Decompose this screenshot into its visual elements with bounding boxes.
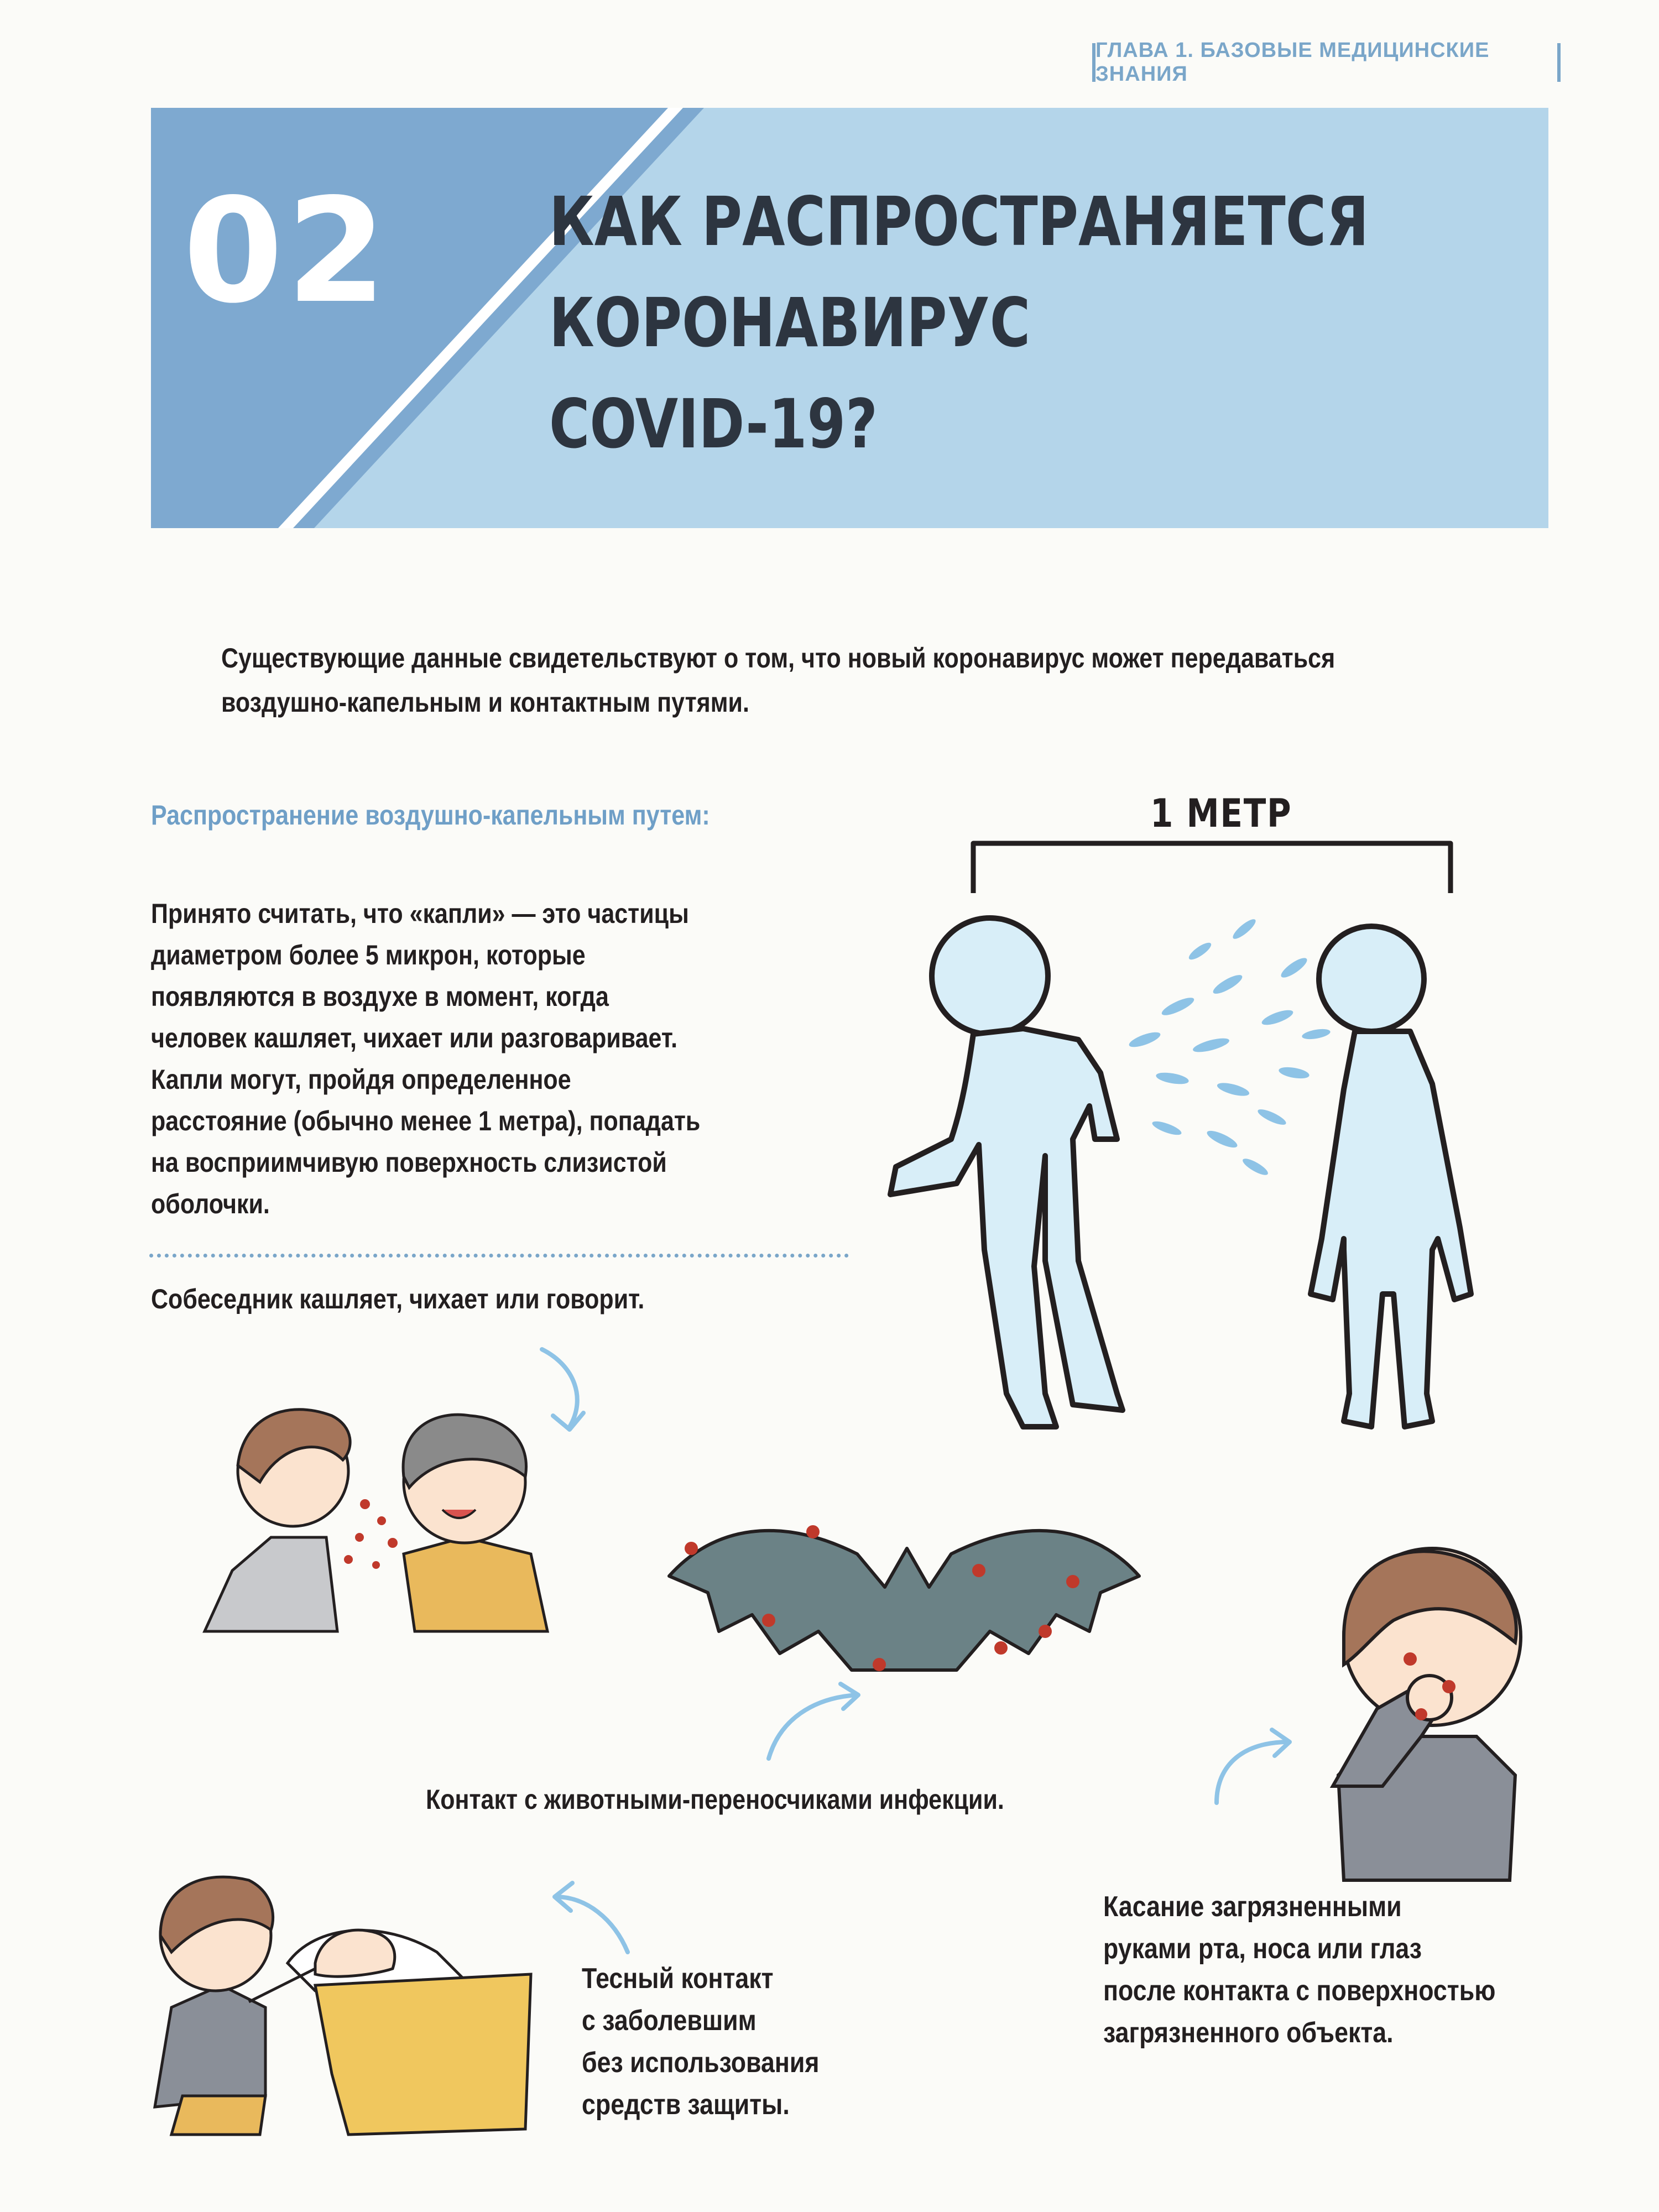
- touch-line-3: после контакта с поверхностью: [1103, 1975, 1496, 2007]
- page-title: [549, 171, 1489, 475]
- airborne-line-4: человек кашляет, чихает или разговаривает.: [151, 1022, 678, 1053]
- close-line-1: Тесный контакт: [582, 1963, 774, 1995]
- airborne-description: [151, 893, 817, 1225]
- boy-touching-face-illustration: [1311, 1526, 1532, 1886]
- dotted-divider: [149, 1254, 849, 1258]
- intro-line-2: воздушно-капельным и контактным путями.: [221, 687, 749, 718]
- distance-label: 1 МЕТР: [1150, 791, 1292, 836]
- airborne-line-2: диаметром более 5 микрон, которые: [151, 940, 586, 971]
- airborne-line-8: оболочки.: [151, 1188, 270, 1219]
- droplets: [1128, 916, 1331, 1178]
- close-line-2: с заболевшим: [582, 2005, 757, 2037]
- airborne-line-1: Принято считать, что «капли» — это частицы: [151, 898, 689, 929]
- arrow-icon: [1206, 1731, 1300, 1808]
- airborne-line-7: на восприимчивую поверхность слизистой: [151, 1147, 667, 1178]
- title-line-3: COVID-19?: [549, 385, 878, 463]
- child-caring-sick-illustration: [149, 1841, 536, 2140]
- airborne-line-5: Капли могут, пройдя определенное: [151, 1064, 571, 1095]
- arrow-icon: [531, 1344, 597, 1438]
- chapter-number: 02: [183, 168, 390, 335]
- arrow-icon: [763, 1687, 868, 1764]
- caption-animals: Контакт с животными-переносчиками инфекции.: [426, 1784, 1004, 1815]
- close-line-4: средств защиты.: [582, 2089, 790, 2121]
- close-line-3: без использования: [582, 2047, 820, 2079]
- airborne-line-6: расстояние (обычно менее 1 метра), попадать: [151, 1105, 701, 1136]
- arrow-icon: [547, 1875, 636, 1958]
- chapter-banner: [151, 108, 1548, 528]
- title-line-1: КАК РАСПРОСТРАНЯЕТСЯ: [549, 182, 1369, 261]
- intro-line-1: Существующие данные свидетельствуют о том, что новый коронавирус может передаваться: [221, 643, 1335, 674]
- caption-close-contact: [582, 1958, 819, 2126]
- touch-line-1: Касание загрязненными: [1103, 1891, 1402, 1923]
- sneezing-figures-illustration: [857, 907, 1521, 1471]
- figure-receiving: [1311, 926, 1471, 1427]
- figure-sneezing: [890, 918, 1123, 1427]
- children-coughing-illustration: [199, 1371, 564, 1637]
- caption-cough: Собеседник кашляет, чихает или говорит.: [151, 1284, 645, 1314]
- running-head: ГЛАВА 1. БАЗОВЫЕ МЕДИЦИНСКИЕ ЗНАНИЯ: [1092, 43, 1561, 82]
- touch-line-4: загрязненного объекта.: [1103, 2017, 1394, 2049]
- distance-bracket: [971, 838, 1457, 899]
- bat-illustration: [669, 1504, 1139, 1709]
- touch-line-2: руками рта, носа или глаз: [1103, 1933, 1422, 1965]
- intro-paragraph: [221, 636, 1363, 724]
- title-line-2: КОРОНАВИРУС: [549, 284, 1031, 362]
- airborne-line-3: появляются в воздухе в момент, когда: [151, 981, 609, 1012]
- caption-touch: [1103, 1886, 1495, 2054]
- section-heading-airborne: Распространение воздушно-капельным путем:: [151, 800, 710, 831]
